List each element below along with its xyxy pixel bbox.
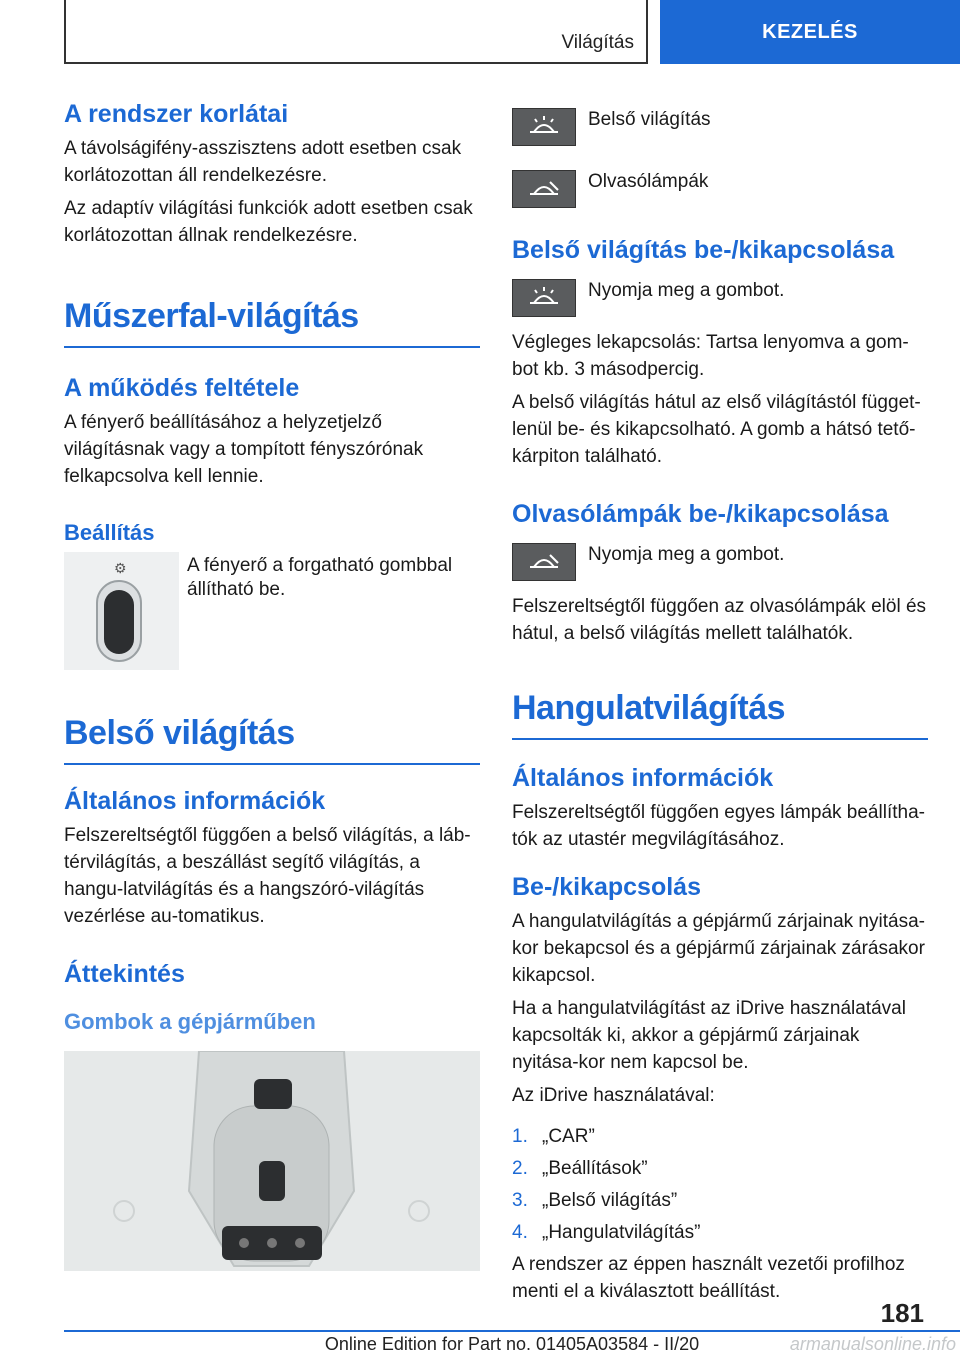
general-info-heading: Általános információk — [64, 787, 326, 815]
interior-press-text: Nyomja meg a gombot. — [588, 280, 785, 301]
page-number: 181 — [880, 1298, 924, 1328]
buttons-subheading: Gombok a gépjárműben — [64, 1009, 316, 1034]
legend-interior-row — [512, 108, 928, 146]
general-info-paragraph: Felszereltségtől függően a belső világítás, a láb-térvilágítás, a beszállást segítő világítás, a hangu-latvilágítás és a hangszóró-világítás vezérlése au-tomatikus. — [64, 825, 471, 927]
section-title: Világítás — [561, 32, 634, 53]
interior-lighting-heading: Belső világítás — [64, 714, 480, 765]
limits-paragraph-1: A távolságifény-asszisztens adott esetben csak korlátozottan áll rendelkezésre. — [64, 138, 462, 186]
watermark: armanualsonline.info — [789, 1334, 956, 1354]
interior-onoff-paragraph-2: A belső világítás hátul az első világítástól függet-lenül be- és kikapcsolható. A gomb a hátsó tető-kárpiton található. — [512, 392, 921, 467]
interior-light-button-icon — [512, 279, 576, 317]
setting-text: A fényerő a forgatható gombbal állítható be. — [187, 555, 453, 600]
list-item: 4. „Hangulatvilágítás” — [512, 1222, 701, 1243]
condition-paragraph: A fényerő beállításához a helyzetjelző világításnak vagy a tompított fényszórónak felkapcsolva kell lennie. — [64, 412, 424, 487]
knob-wheel — [104, 590, 134, 654]
idrive-steps-list — [512, 1123, 928, 1246]
reading-paragraph: Felszereltségtől függően az olvasólámpák elöl és hátul, a belső világítás mellett találhatók. — [512, 596, 927, 644]
list-item: 3. „Belső világítás” — [512, 1190, 678, 1211]
interior-onoff-paragraph-1: Végleges lekapcsolás: Tartsa lenyomva a gom-bot kb. 3 másodpercig. — [512, 332, 909, 380]
ambient-paragraph-1: A hangulatvilágítás a gépjármű zárjainak nyitása-kor bekapcsol és a gépjármű zárjainak zárásakor kikapcsol. — [512, 911, 925, 986]
brightness-icon: ⚙ — [114, 560, 127, 576]
list-item: 1. „CAR” — [512, 1126, 595, 1147]
chapter-tab[interactable]: KEZELÉS — [660, 0, 960, 64]
limits-heading: A rendszer korlátai — [64, 100, 289, 128]
ambient-paragraph-2: Ha a hangulatvilágítást az iDrive használatával kapcsolták ki, akkor a gépjármű zárjainak nyitása-kor nem kapcsol be. — [512, 998, 906, 1073]
roof-console-image — [64, 1051, 480, 1271]
list-item: 2. „Beállítások” — [512, 1158, 648, 1179]
interior-onoff-heading: Belső világítás be-/kikapcsolása — [512, 236, 895, 264]
ambient-lighting-heading: Hangulatvilágítás — [512, 689, 928, 740]
ambient-general-paragraph: Felszereltségtől függően egyes lámpák beállítha-tók az utastér megvilágításához. — [512, 802, 925, 850]
ambient-switch-heading: Be-/kikapcsolás — [512, 873, 701, 901]
overview-heading: Áttekintés — [64, 960, 185, 988]
left-column — [64, 100, 480, 1271]
ambient-general-heading: Általános információk — [512, 764, 774, 792]
reading-press-text: Nyomja meg a gombot. — [588, 544, 785, 565]
reading-light-button-icon — [512, 543, 576, 581]
reading-onoff-heading: Olvasólámpák be-/kikapcsolása — [512, 500, 889, 528]
limits-paragraph-2: Az adaptív világítási funkciók adott esetben csak korlátozottan állnak rendelkezésre. — [64, 198, 473, 246]
interior-light-icon — [512, 108, 576, 146]
reading-onoff-row — [512, 543, 928, 581]
footer-divider — [64, 1330, 960, 1332]
reading-light-icon — [512, 170, 576, 208]
header-frame — [64, 0, 648, 64]
legend-reading-label: Olvasólámpák — [588, 171, 709, 192]
ambient-paragraph-4: A rendszer az éppen használt vezetői profilhoz menti el a kiválasztott beállítást. — [512, 1254, 905, 1302]
setting-row — [64, 552, 480, 670]
edition-text: Online Edition for Part no. 01405A03584 - II/20 — [324, 1334, 700, 1354]
brightness-knob-image — [64, 552, 179, 670]
setting-heading: Beállítás — [64, 520, 155, 545]
interior-onoff-row — [512, 279, 928, 317]
dash-lighting-heading: Műszerfal-világítás — [64, 297, 480, 348]
legend-reading-row — [512, 170, 928, 208]
ambient-paragraph-3: Az iDrive használatával: — [512, 1085, 715, 1106]
right-column — [512, 100, 928, 1311]
legend-interior-label: Belső világítás — [588, 109, 711, 130]
condition-heading: A működés feltétele — [64, 374, 300, 402]
